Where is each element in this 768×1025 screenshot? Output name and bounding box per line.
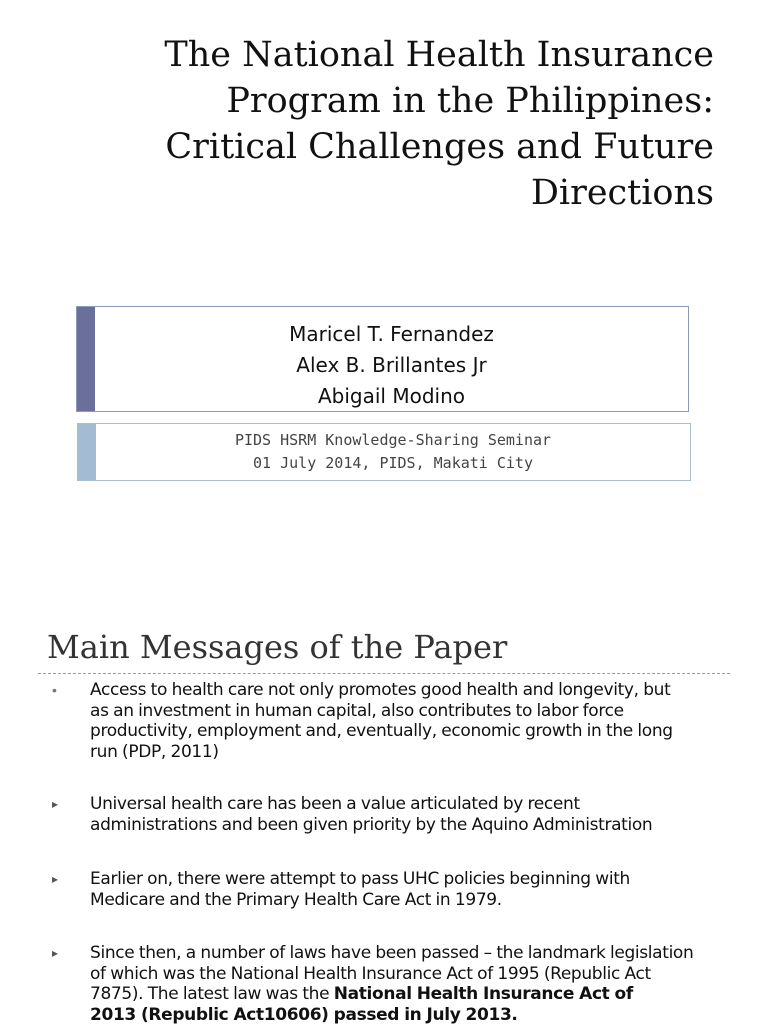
slide-heading: Main Messages of the Paper	[47, 628, 508, 666]
bullet-line: 7875). The latest law was the	[90, 984, 334, 1004]
bullet-line: administrations and been given priority by the Aquino Administration	[90, 814, 653, 835]
seminar-box	[77, 423, 691, 481]
title-line: Directions	[530, 173, 714, 213]
bullet-line: run (PDP, 2011)	[90, 741, 219, 762]
heading-divider	[38, 673, 730, 674]
bullet-dot-icon: •	[52, 682, 57, 698]
author-name: Maricel T. Fernandez	[289, 322, 494, 346]
seminar-name: PIDS HSRM Knowledge-Sharing Seminar	[234, 431, 552, 449]
presentation-title	[94, 32, 714, 216]
bullet-line: Access to health care not only promotes good health and longevity, but	[90, 680, 671, 700]
title-line: Program in the Philippines:	[226, 81, 714, 121]
bullet-line: of which was the National Health Insurance Act of 1995 (Republic Act	[90, 963, 651, 984]
authors-box	[76, 306, 689, 412]
bullet-text	[90, 794, 730, 835]
bullet-arrow-icon: ▸	[52, 797, 59, 811]
seminar-info	[96, 429, 690, 475]
title-line: Critical Challenges and Future	[165, 127, 714, 167]
author-name: Abigail Modino	[317, 384, 465, 408]
bullet-arrow-icon: ▸	[52, 872, 59, 886]
bullet-line: Medicare and the Primary Health Care Act in 1979.	[90, 889, 502, 910]
author-name: Alex B. Brillantes Jr	[296, 353, 487, 377]
bullet-text	[90, 943, 730, 1025]
bullet-line: Since then, a number of laws have been passed – the landmark legislation	[90, 943, 694, 963]
seminar-date-place: 01 July 2014, PIDS, Makati City	[253, 454, 533, 472]
bullet-arrow-icon: ▸	[52, 946, 59, 960]
authors-list	[95, 319, 688, 412]
title-line: The National Health Insurance	[164, 35, 714, 75]
content-slide	[0, 560, 768, 1024]
bullet-text	[90, 869, 730, 910]
bullet-bold-text: 2013 (Republic Act10606) passed in July 2013.	[90, 1004, 518, 1025]
seminar-accent-bar	[78, 424, 96, 480]
bullet-bold-text: National Health Insurance Act of	[333, 984, 633, 1004]
bullet-line: as an investment in human capital, also contributes to labor force	[90, 700, 624, 721]
authors-accent-bar	[77, 307, 95, 411]
bullet-line: Earlier on, there were attempt to pass UHC policies beginning with	[90, 869, 630, 889]
bullet-text	[90, 680, 730, 762]
bullet-line: productivity, employment and, eventually, economic growth in the long	[90, 721, 673, 741]
bullet-line: Universal health care has been a value articulated by recent	[90, 794, 580, 814]
